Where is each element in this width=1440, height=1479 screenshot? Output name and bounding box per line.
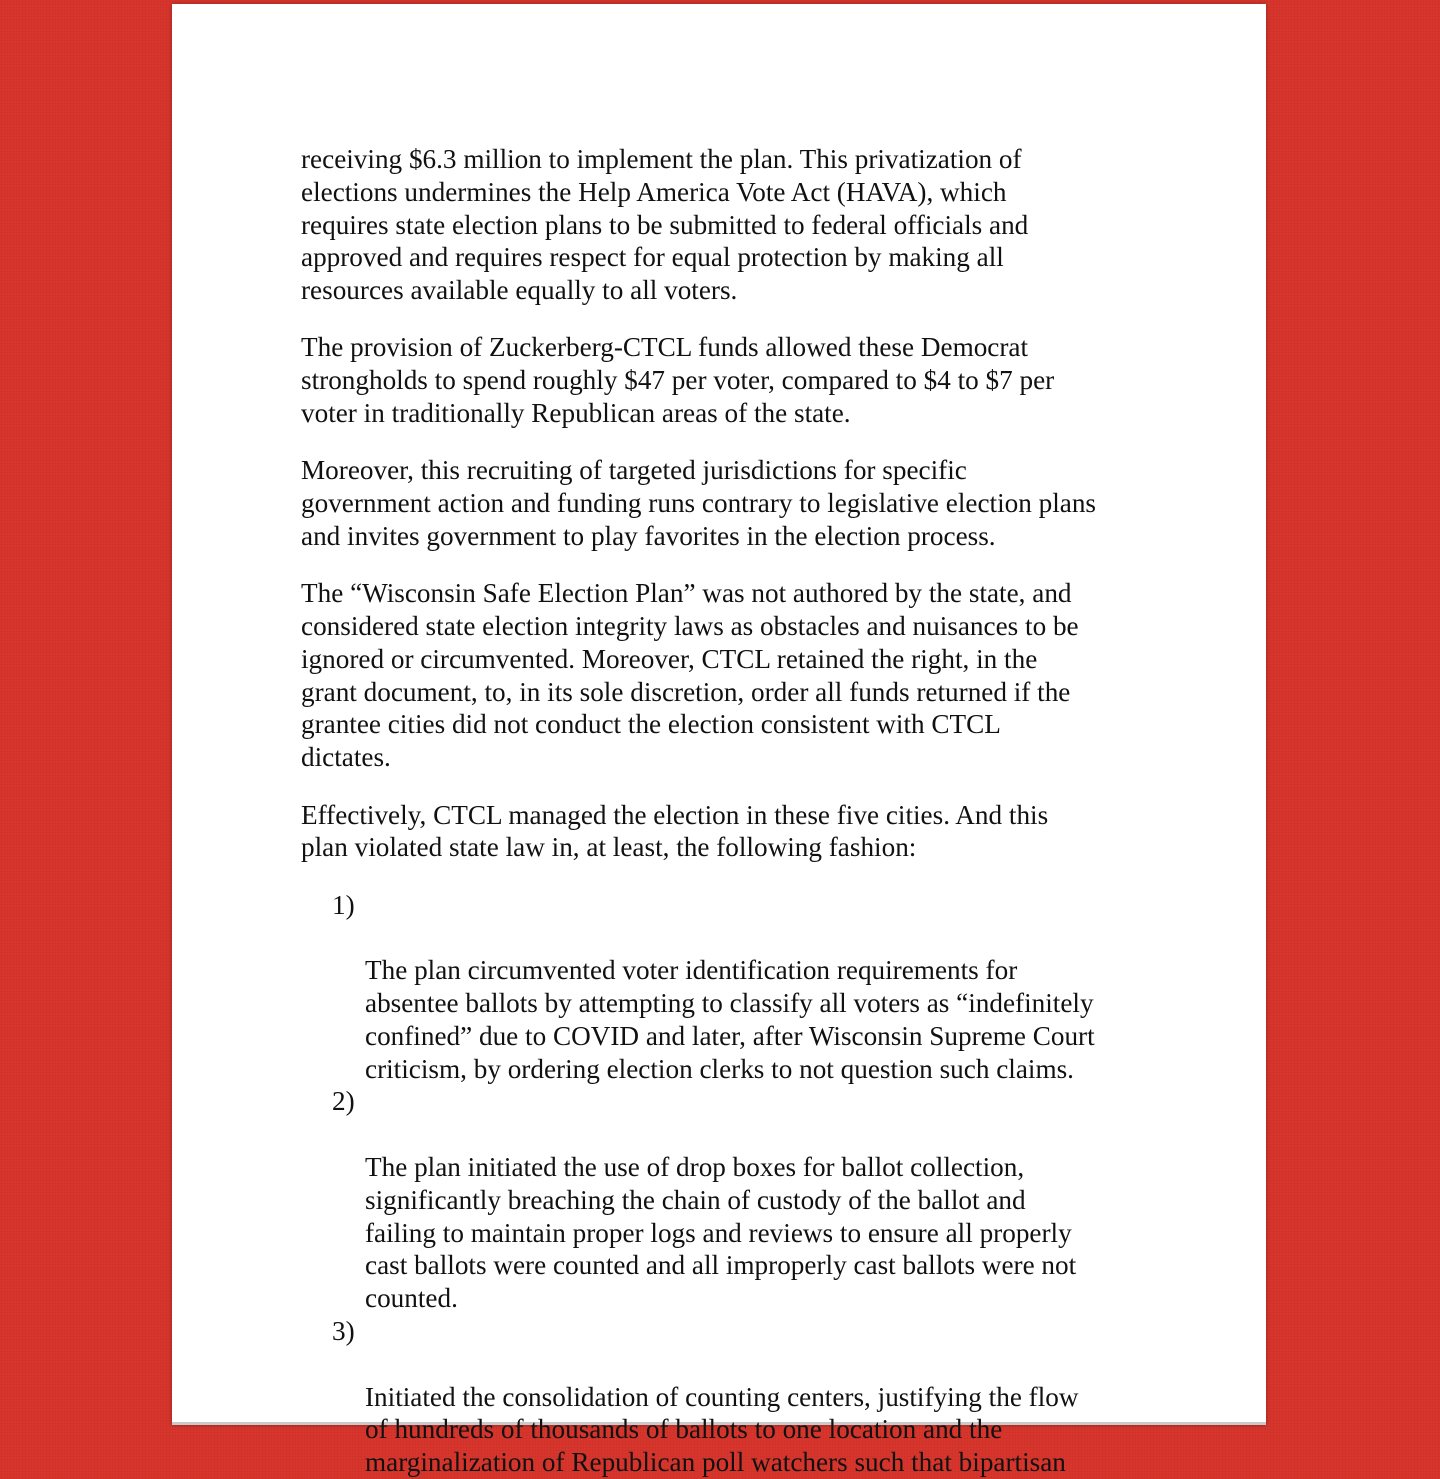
list-item-3-text: Initiated the consolidation of counting centers, justifying the flow of hundreds of thousands of ballots to one location and the marginalization of Republican poll watchers such that bipartisan: [365, 1381, 1079, 1478]
list-item-2-text: The plan initiated the use of drop boxes for ballot collection, significantly breaching the chain of custody of the ballot and failing to maintain proper logs and reviews to ensure all properly cast ballots were counted and all improperly cast ballots were not counted.: [365, 1152, 1077, 1314]
paragraph-1: receiving $6.3 million to implement the plan. This privatization of elections undermines the Help America Vote Act (HAVA), which requires state election plans to be submitted to federal officials and approved and requires respect for equal protection by making all resources available equally to all voters.: [301, 144, 1029, 306]
document-page: [172, 4, 1266, 1478]
paragraph-5: Effectively, CTCL managed the election in these five cities. And this plan violated state law in, at least, the following fashion:: [301, 799, 1049, 863]
list-item-1-number: 1): [332, 889, 355, 920]
list-item-3: [301, 1315, 1161, 1479]
violations-list: [301, 889, 1161, 1479]
list-item-1-text: The plan circumvented voter identification requirements for absentee ballots by attempting to classify all voters as “indefinitely confined” due to COVID and later, after Wisconsin Supreme Court criticism, by ordering election clerks to not question such claims.: [365, 955, 1095, 1084]
paragraph-2: The provision of Zuckerberg-CTCL funds allowed these Democrat strongholds to spend roughly $47 per voter, compared to $4 to $7 per voter in traditionally Republican areas of the state.: [301, 332, 1055, 429]
paragraph-4: The “Wisconsin Safe Election Plan” was not authored by the state, and considered state election integrity laws as obstacles and nuisances to be ignored or circumvented. Moreover, CTCL retained the right, in the grant document, to, in its sole discretion, order all funds returned if the grantee cities did not conduct the election consistent with CTCL dictates.: [301, 578, 1079, 773]
list-item-1: [301, 889, 1161, 1086]
list-item-2-number: 2): [332, 1086, 355, 1117]
list-item-3-number: 3): [332, 1316, 355, 1346]
document-body: [301, 143, 1161, 1479]
list-item-2: [301, 1085, 1161, 1315]
paragraph-3: Moreover, this recruiting of targeted jurisdictions for specific government action and funding runs contrary to legislative election plans and invites government to play favorites in the election process.: [301, 455, 1097, 551]
